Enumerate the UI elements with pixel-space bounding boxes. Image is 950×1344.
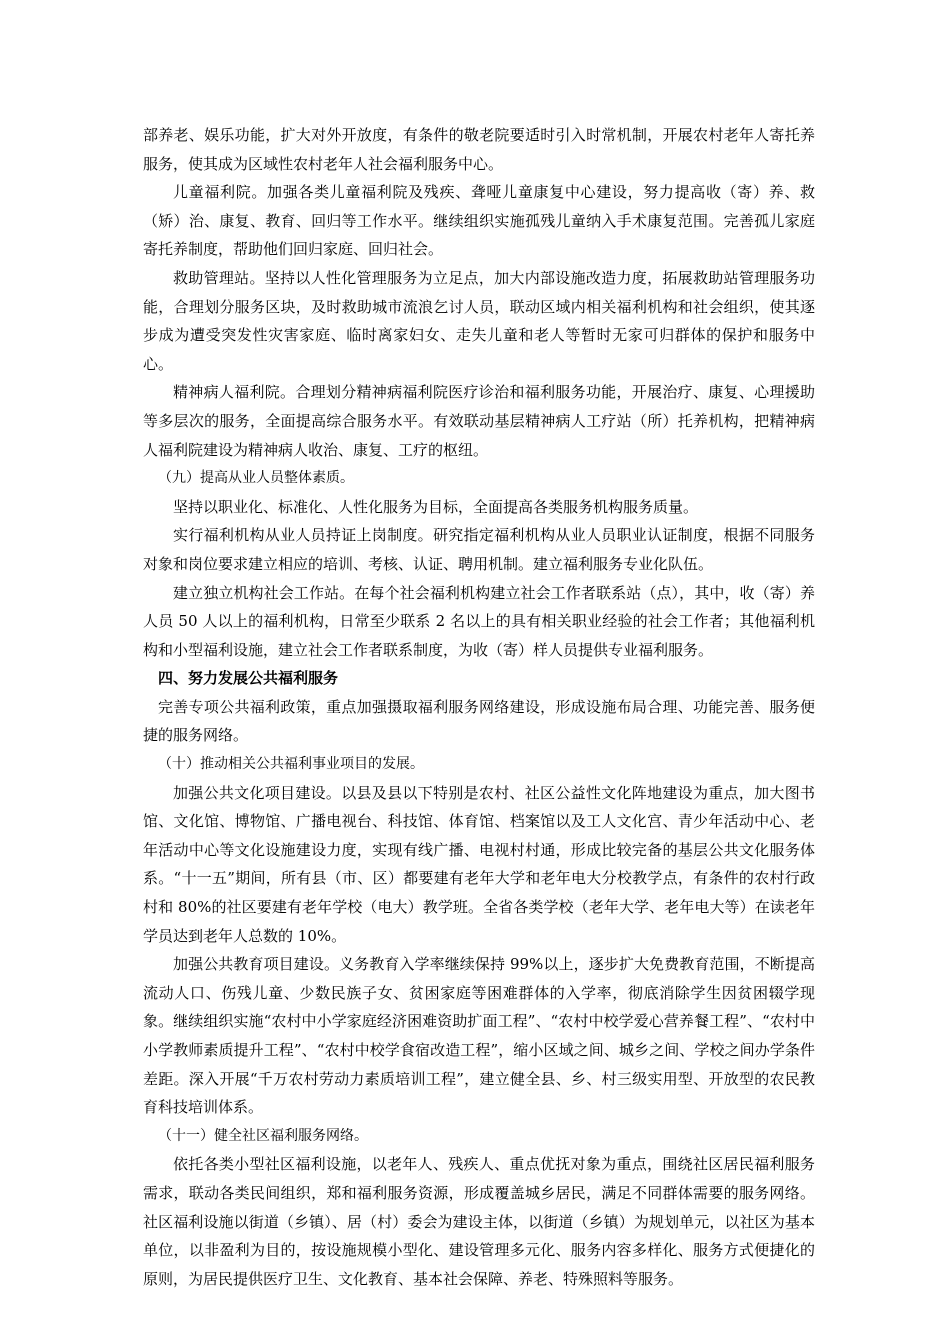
paragraph-public-education: 加强公共教育项目建设。义务教育入学率继续保持 99%以上，逐步扩大免费教育范围，不断提高流动人口、伤残儿童、少数民族子女、贫困家庭等困难群体的入学率，彻底消除学生因贫困辍学现象。继续组织实施“农村中小学家庭经济困难资助扩面工程”、“农村中校学爱心营养餐工程”、“农村中小学教师素质提升工程”、“农村中校学食宿改造工程”，缩小区域之间、城乡之间、学校之间办学条件差距。深入开展“千万农村劳动力素质培训工程”，建立健全县、乡、村三级实用型、开放型的农民教育科技培训体系。 [143, 955, 815, 1117]
paragraph-childrens-welfare: 儿童福利院。加强各类儿童福利院及残疾、聋哑儿童康复中心建设，努力提高收（寄）养、救（矫）治、康复、教育、回归等工作水平。继续组织实施孤残儿童纳入手术康复范围。完善孤儿家庭寄托养制度，帮助他们回归家庭、回归社会。 [143, 183, 815, 259]
paragraph-public-culture: 加强公共文化项目建设。以县及县以下特别是农村、社区公益性文化阵地建设为重点，加大图书馆、文化馆、博物馆、广播电视台、科技馆、体育馆、档案馆以及工人文化宫、青少年活动中心、老年活动中心等文化设施建设力度，实现有线广播、电视村村通，形成比较完备的基层公共文化服务体系。“十一五”期间，所有县（市、区）都要建有老年大学和老年电大分校教学点，有条件的农村行政村和 80%的社区要建有老年学校（电大）教学班。全省各类学校（老年大学、老年电大等）在读老年学员达到老年人总数的 10%。 [143, 783, 815, 945]
paragraph-community-network: 依托各类小型社区福利设施，以老年人、残疾人、重点优抚对象为重点，围绕社区居民福利服务需求，联动各类民间组织，郑和福利服务资源，形成覆盖城乡居民，满足不同群体需要的服务网络。社区福利设施以街道（乡镇）、居（村）委会为建设主体，以街道（乡镇）为规划单元，以社区为基本单位，以非盈利为目的，按设施规模小型化、建设管理多元化、服务内容多样化、服务方式便捷化的原则，为居民提供医疗卫生、文化教育、基本社会保障、养老、特殊照料等服务。 [143, 1155, 815, 1288]
paragraph-certification: 实行福利机构从业人员持证上岗制度。研究指定福利机构从业人员职业认证制度，根据不同服务对象和岗位要求建立相应的培训、考核、认证、聘用机制。建立福利服务专业化队伍。 [143, 526, 815, 573]
paragraph-psychiatric-welfare: 精神病人福利院。合理划分精神病福利院医疗诊治和福利服务功能，开展治疗、康复、心理援助等多层次的服务，全面提高综合服务水平。有效联动基层精神病人工疗站（所）托养机构，把精神病人福利院建设为精神病人收治、康复、工疗的枢纽。 [143, 383, 815, 459]
subheading-10: （十）推动相关公共福利事业项目的发展。 [158, 756, 424, 773]
paragraph-public-welfare-policy: 完善专项公共福利政策，重点加强摄取福利服务网络建设，形成设施布局合理、功能完善、服务便捷的服务网络。 [143, 697, 815, 745]
subheading-9: （九）提高从业人员整体素质。 [158, 470, 354, 487]
paragraph-nursing-home-continuation: 部养老、娱乐功能，扩大对外开放度，有条件的敬老院要适时引入时常机制，开展农村老年人寄托养服务，使其成为区域性农村老年人社会福利服务中心。 [143, 126, 815, 173]
section-heading-4: 四、努力发展公共福利服务 [158, 669, 339, 688]
subheading-11: （十一）健全社区福利服务网络。 [158, 1127, 368, 1144]
paragraph-social-work-station: 建立独立机构社会工作站。在每个社会福利机构建立社会工作者联系站（点），其中，收（寄）养人员 50 人以上的福利机构，日常至少联系 2 名以上的具有相关职业经验的社会工作者；其他福利机构和小型福利设施，建立社会工作者联系制度，为收（寄）样人员提供专业福利服务。 [143, 583, 815, 659]
paragraph-rescue-station: 救助管理站。坚持以人性化管理服务为立足点，加大内部设施改造力度，拓展救助站管理服务功能，合理划分服务区块，及时救助城市流浪乞讨人员，联动区域内相关福利机构和社会组织，使其逐步成为遭受突发性灾害家庭、临时离家妇女、走失儿童和老人等暂时无家可归群体的保护和服务中心。 [143, 268, 815, 373]
document-body [143, 121, 815, 1293]
paragraph-service-goal: 坚持以职业化、标准化、人性化服务为目标，全面提高各类服务机构服务质量。 [173, 497, 699, 516]
